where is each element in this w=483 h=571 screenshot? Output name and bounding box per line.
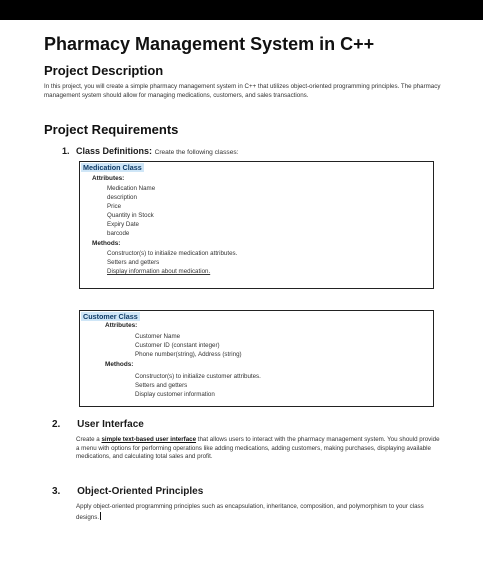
class-definitions-item [62,146,239,156]
customer-attributes-label: Attributes: [105,322,138,329]
oop-heading: Object-Oriented Principles [77,486,204,497]
medication-attribute-item: barcode [107,230,130,237]
user-interface-text [76,436,444,462]
medication-attributes-label: Attributes: [92,175,125,182]
document-title: Pharmacy Management System in C++ [44,34,375,54]
user-interface-text-pre: Create a [76,436,102,443]
user-interface-text-bold: simple text-based user interface [101,436,197,443]
user-interface-number: 2. [52,419,61,430]
medication-class-title: Medication Class [83,163,142,172]
customer-methods-label: Methods: [105,361,134,368]
medication-class-box [79,161,434,289]
class-definitions-number: 1. [62,146,70,156]
medication-attribute-item: Expiry Date [107,221,139,228]
medication-attribute-item: Quantity in Stock [107,212,154,219]
medication-method-item: Constructor(s) to initialize medication attributes. [107,250,238,257]
text-cursor [100,512,101,520]
class-definitions-heading: Class Definitions: [76,146,153,156]
oop-text-wrapper [76,503,444,522]
customer-method-item: Setters and getters [135,382,188,389]
medication-attribute-item: Medication Name [107,185,156,192]
top-black-bar [0,0,483,20]
customer-method-item: Constructor(s) to initialize customer attributes. [135,373,261,380]
customer-attribute-item: Customer Name [135,333,181,340]
medication-attribute-item: description [107,194,137,201]
medication-attribute-item: Price [107,203,122,210]
oop-number: 3. [52,486,61,497]
customer-attribute-item: Phone number(string), Address (string) [135,351,242,358]
class-definitions-intro: Create the following classes: [154,149,239,156]
user-interface-text-post: that allows users to interact with the pharmacy management system. You should provide a menu with options for performing operations like adding medications, adding customers, making purchases, displaying available medications, and calculating total sales and profit. [76,436,440,461]
customer-class-title: Customer Class [83,312,138,321]
user-interface-heading: User Interface [77,419,144,430]
customer-attribute-item: Customer ID (constant integer) [135,342,220,349]
project-requirements-heading: Project Requirements [44,122,179,137]
user-interface-item [52,419,144,430]
oop-item [52,486,203,497]
project-description-heading: Project Description [44,63,164,78]
medication-methods-label: Methods: [92,240,121,247]
project-description-text: In this project, you will create a simple pharmacy management system in C++ that utilizes object-oriented programming principles. The pharmacy management system should allow for managing medications, customers, and sales transactions. [44,83,441,99]
medication-method-item: Setters and getters [107,259,160,266]
customer-class-box [79,310,434,407]
customer-method-item: Display customer information [135,391,215,398]
medication-method-item: Display information about medication. [107,268,211,275]
oop-text: Apply object-oriented programming principles such as encapsulation, inheritance, composition, and polymorphism to your class designs. [76,503,424,521]
document-page [0,20,483,571]
